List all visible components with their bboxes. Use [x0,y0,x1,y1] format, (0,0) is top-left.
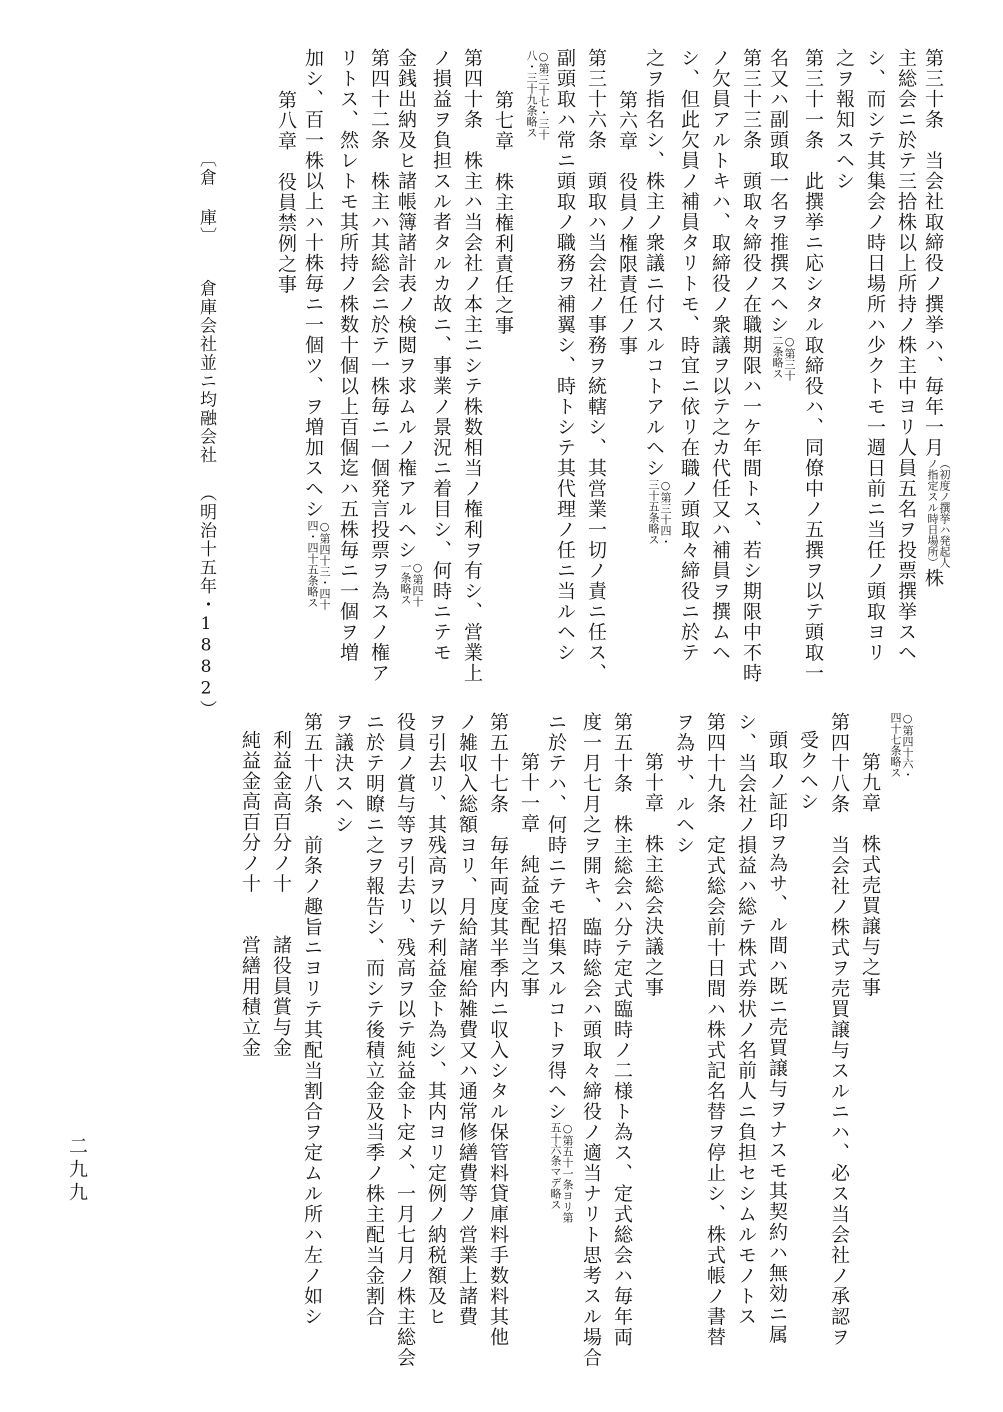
upper-line-9: シ、但此欠員ノ補員タリトモ、時宜ニ依リ在職ノ頭取々締役ニ於テ [678,48,700,663]
upper-note-6: ○第三十 二条略ス [771,335,796,381]
lower-line-19: ヲ議決スヘシ [332,712,354,835]
header-company: 倉庫会社並ニ均融会社 [196,279,216,465]
upper-note-14: ○第三十七・三十 八・三十九条略ス [525,50,550,140]
lower-line-22: 純益金高百分ノ十 営繕用積立金 [239,730,261,1058]
upper-line-13: 副頭取ハ常ニ頭取ノ職務ヲ補翼シ、時トシテ其代理ノ任ニ当ルヘシ [554,48,576,663]
upper-line-21: 加シ、百一株以上ハ十株毎ニ一個ツ、ヲ増加スヘシ○第四十三・四十 四・四十五条略ス [302,48,331,610]
lower-line-6: シ、当会社ノ損益ハ総テ株式券状ノ名前人ニ負担セシムルモノトス [735,712,757,1327]
upper-note-18: ○第四十 一条略ス [399,560,424,607]
upper-note-21: ○第四十三・四十 四・四十五条略ス [306,519,331,610]
lower-line-18: ニ於テ明瞭ニ之ヲ報告シ、而シテ後積立金及当季ノ株主配当金割合 [363,712,385,1327]
lower-line-1 [883,712,913,780]
upper-line-1: 第三十条 当会社取締役ノ撰挙ハ、毎年一月（初度ノ撰挙ハ発起人 ノ指定スル時日場所）株 [922,48,951,589]
upper-line-16: 第四十条 株主ハ当会社ノ本主ニシテ株数相当ノ権利ヲ有シ、営業上 [461,48,483,684]
upper-line-4: 之ヲ報知スヘシ [833,48,855,192]
lower-note-12: ○第五十一条ヨリ第 五十六条マデ略ス [549,1122,574,1223]
chapter-heading-7: 第七章 株主権利責任之事 [492,90,514,336]
lower-note-1: ○第四十六・ 四十七条略ス [889,712,914,780]
chapter-heading-8: 第八章 役員禁例之事 [275,90,297,295]
chapter-heading-6: 第六章 役員ノ権限責任ノ事 [616,90,638,357]
upper-line-2: 主総会ニ於テ三拾株以上所持ノ株主中ヨリ人員五名ヲ投票撰挙スヘ [895,48,917,663]
lower-line-11: 度一月七月之ヲ開キ、臨時総会ハ頭取々締役ノ適当ナリト思考スル場合 [580,712,602,1368]
lower-line-10: 第五十条 株主総会ハ分テ定式臨時ノ二様ト為ス、定式総会ハ毎年両 [611,712,633,1348]
upper-line-5: 第三十一条 此撰挙ニ応シタル取締役ハ、同僚中ノ五撰ヲ以テ頭取一 [802,48,824,684]
lower-line-4: 受クヘシ [797,730,819,812]
upper-line-10: 之ヲ指名シ、株主ノ衆議ニ付スルコトアルヘシ○第三十四・ 三十五条略ス [643,48,672,547]
upper-line-3: シ、而シテ其集会ノ時日場所ハ少クトモ一週日前ニ当任ノ頭取ヨリ [864,48,886,663]
page-number: 二九九 [66,1136,88,1205]
header-year: （明治十五年・1882） [196,484,216,719]
lower-line-14: 第五十七条 毎年両度其半季内ニ収入シタル保管料貸庫料手数料其他 [487,712,509,1348]
upper-line-17: ノ損益ヲ負担スル者タルカ故ニ、事業ノ景況ニ着目シ、何時ニテモ [430,48,452,663]
lower-line-15: ノ雑収入総額ヨリ、月給諸雇給雑費又ハ通常修繕費等ノ営業上諸費 [456,712,478,1327]
header-section: 〔倉 庫〕 [196,150,216,246]
upper-line-8: ノ欠員アルトキハ、取締役ノ衆議ヲ以テ之カ代任又ハ補員ヲ撰ムヘ [709,48,731,663]
upper-line-18: 金銭出納及ヒ諸帳簿諸計表ノ検閲ヲ求ムルノ権アルヘシ○第四十 一条略ス [395,48,424,607]
upper-line-19: 第四十二条 株主ハ其総会ニ於テ一株毎ニ一個発言投票ヲ為スノ権ア [368,48,390,684]
lower-line-12: ニ於テハ、何時ニテモ招集スルコトヲ得ヘシ○第五十一条ヨリ第 五十六条マデ略ス [545,712,574,1223]
lower-line-17: 役員ノ賞与等ヲ引去リ、残高ヲ以テ純益金ト定メ、一月七月ノ株主総会 [394,712,416,1368]
lower-line-16: ヲ引去リ、其残高ヲ以テ利益金ト為シ、其内ヨリ定例ノ納税額及ヒ [425,712,447,1327]
upper-line-20: リトス、然レトモ其所持ノ株数十個以上百個迄ハ五株毎ニ一個ヲ増 [337,48,359,663]
chapter-heading-9: 第九章 株式売買譲与之事 [859,752,881,998]
upper-note-1: （初度ノ撰挙ハ発起人 ノ指定スル時日場所） [926,458,951,568]
upper-line-7: 第三十三条 頭取々締役ノ在職期限ハ一ケ年間トス、若シ期限中不時 [740,48,762,684]
lower-line-20: 第五十八条 前条ノ趣旨ニヨリテ其配当割合ヲ定ムル所ハ左ノ如シ [301,712,323,1327]
chapter-heading-10: 第十章 株主総会決議之事 [642,752,664,998]
lower-line-8: ヲ為サ、ルヘシ [673,712,695,856]
upper-note-10: ○第三十四・ 三十五条略ス [647,478,672,547]
lower-line-7: 第四十九条 定式総会前十日間ハ株式記名替ヲ停止シ、株式帳ノ書替 [704,712,726,1348]
upper-line-12: 第三十六条 頭取ハ当会社ノ事務ヲ統轄シ、其営業一切ノ責ニ任ス、 [585,48,607,684]
chapter-heading-11: 第十一章 純益金配当之事 [518,752,540,998]
upper-line-14 [519,50,549,140]
lower-line-5: 頭取ノ証印ヲ為サ、ル間ハ既ニ売買譲与ヲナスモ其契約ハ無効ニ属 [766,730,788,1345]
upper-line-6: 名又ハ副頭取一名ヲ推撰スヘシ○第三十 二条略ス [767,48,796,381]
running-header [193,150,219,719]
lower-line-3: 第四十八条 当会社ノ株式ヲ売買譲与スルニハ、必ス当会社ノ承認ヲ [828,712,850,1348]
lower-line-21: 利益金高百分ノ十 諸役員賞与金 [270,730,292,1058]
